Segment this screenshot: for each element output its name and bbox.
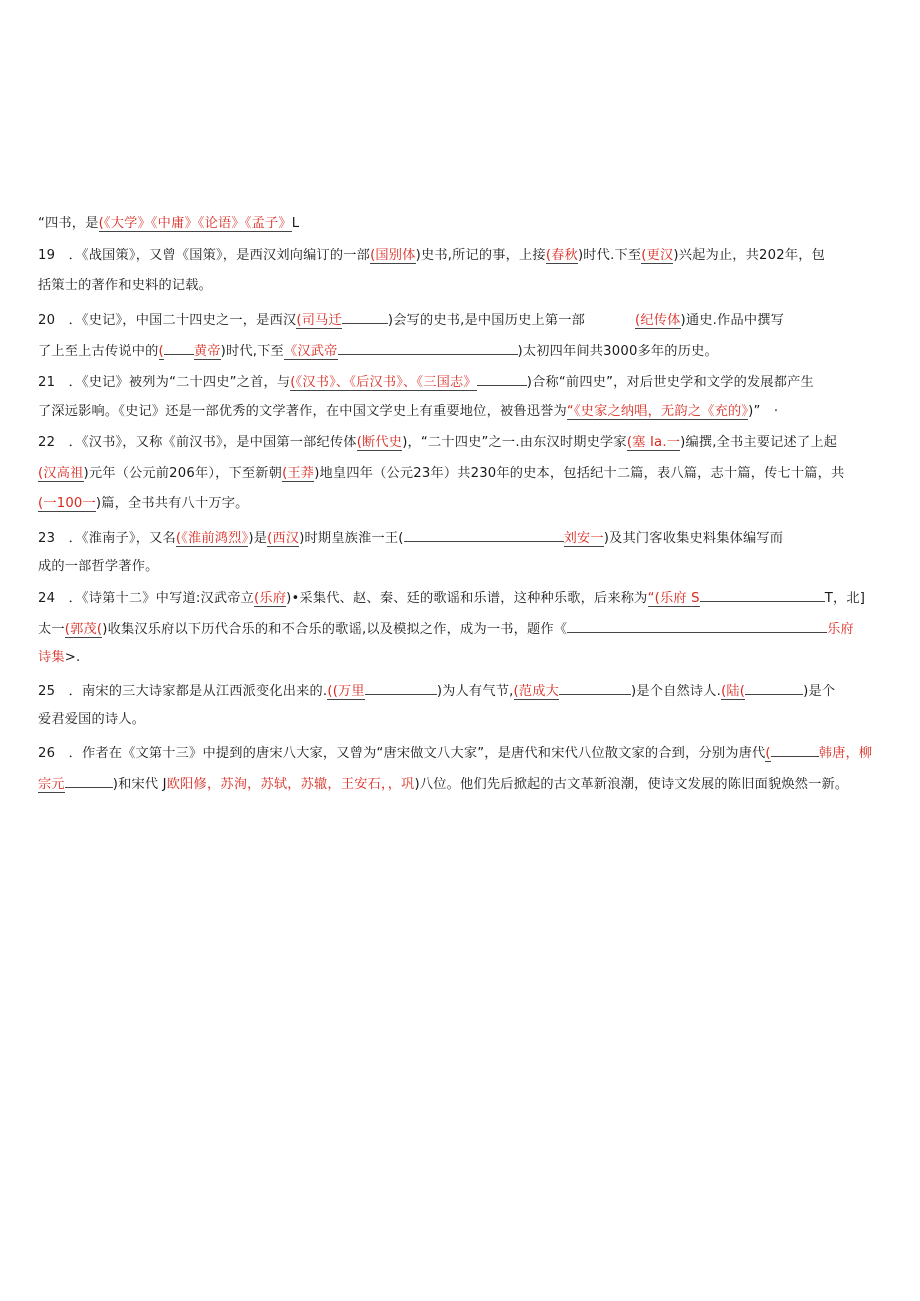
q20-text-4: 了上至上古传说中的 [38, 344, 159, 359]
q26-answer-2: 宗元 [38, 777, 65, 792]
q26-line-1 [38, 743, 872, 763]
q21-line-1 [38, 372, 814, 392]
q26-text-2: )和宋代 J [112, 777, 167, 792]
q22-line-1 [38, 434, 837, 452]
q20-answer-2: (纪传体 [635, 313, 681, 328]
q21-text-2: )合称“前四史”，对后世史学和文学的发展都产生 [526, 375, 814, 390]
q19-line-2 [38, 277, 212, 295]
q23-text: 23 ．《淮南子》，又名 [38, 531, 176, 546]
q21-text-3: 了深远影响。《史记》还是一部优秀的文学著作，在中国文学史上有重要地位，被鲁迅誉为 [38, 404, 567, 419]
q19-answer-1: (国别体 [370, 248, 416, 263]
q23-line-2 [38, 558, 159, 576]
q23-text-2: )是 [248, 531, 268, 546]
q24-text-5: )收集汉乐府以下历代合乐的和不合乐的歌谣,以及模拟之作，成为一书，题作《 [102, 622, 568, 637]
q24-answer-2: “(乐府 S [647, 591, 700, 606]
q25-answer-1b: (万里 [332, 684, 365, 699]
q24-answer-1: (乐府 [254, 591, 287, 606]
q19-answer-3: (更汉 [641, 248, 674, 263]
q24-blank-1 [700, 588, 825, 602]
q19-text-5: 括策士的著作和史料的记载。 [38, 278, 213, 293]
q22-answer-2: (塞 Ia.一 [626, 435, 681, 450]
q26-text: 26 ．作者在《文第十三》中提到的唐宋八大家，又曾为“唐宋做文八大家”，是唐代和宋代八位散文家的合到，分别为唐代 [38, 746, 766, 761]
q23-answer-3: 刘安一 [563, 531, 604, 546]
q25-text: 25 ．南宋的三大诗家都是从江西派变化出来的. [38, 684, 328, 699]
q23-answer-1: (《淮前鸿烈》 [175, 531, 249, 546]
q22-text-3: )编撰,全书主要记述了上起 [680, 435, 838, 450]
q19-text-2: )史书,所记的事，上接 [415, 248, 546, 263]
q22-text: 22 ．《汉书》，又称《前汉书》，是中国第一部纪传体 [38, 435, 357, 450]
q25-text-2: )为人有气节, [436, 684, 514, 699]
q20-blank-1 [342, 310, 388, 324]
q21-answer-2: “《史家之纳唱，无韵之《充的》 [566, 404, 749, 419]
q18-post: L [291, 216, 300, 231]
q22-line-3 [38, 495, 249, 513]
q23-text-5: 成的一部哲学著作。 [38, 559, 159, 574]
q20-answer-3b: 黄帝 [193, 344, 221, 359]
q19-line-1 [38, 247, 825, 265]
q24-text-4: 太一 [38, 622, 65, 637]
q21-blank-1 [477, 372, 527, 386]
q24-text-6: >. [64, 650, 81, 665]
q23-answer-2: (西汉 [267, 531, 300, 546]
q20-blank-3 [338, 341, 518, 355]
q20-text-3: )通史.作品中撰写 [680, 313, 784, 328]
q25-line-2 [38, 711, 145, 729]
q23-text-3: )时期皇族淮一王 [299, 531, 399, 546]
q25-text-5: 爱君爱国的诗人。 [38, 712, 146, 727]
q24-answer-5: 诗集 [38, 650, 65, 665]
q22-answer-1: (断代史 [356, 435, 403, 450]
q24-line-1 [38, 588, 865, 608]
q25-line-1 [38, 681, 835, 701]
q24-text-2: )•采集代、赵、秦、廷的歌谣和乐谱，这种种乐歌，后来称为 [286, 591, 648, 606]
q22-answer-3: (汉高祖 [38, 466, 84, 481]
q22-text-6: )篇，全书共有八十万字。 [95, 496, 249, 511]
q19-answer-2: (春秋 [545, 248, 578, 263]
q22-text-5: )地皇四年（公元23年）共230年的史本，包括纪十二篇，表八篇，志十篇，传七十篇，共 [314, 466, 845, 481]
q19-text-3: )时代.下至 [577, 248, 642, 263]
q23-blank [404, 528, 564, 542]
q18-answer: (《大学》《中庸》《论语》《孟子》 [98, 216, 292, 231]
q22-text-2: )，“二十四史”之一.由东汉时期史学家 [402, 435, 627, 450]
q19-text-4: )兴起为止，共202年，包 [673, 248, 825, 263]
q26-text-3: )八位。他们先后掀起的古文革新浪潮，使诗文发展的陈旧面貌焕然一新。 [414, 777, 849, 792]
q25-blank-3 [745, 681, 803, 695]
q25-answer-1: ( [327, 684, 333, 699]
q21-text: 21 ．《史记》被列为“二十四史”之首，与 [38, 375, 291, 390]
q25-blank-1 [365, 681, 437, 695]
q20-answer-1: (司马迁 [296, 313, 342, 328]
q23-text-4: )及其门客收集史料集体编写而 [603, 531, 784, 546]
q20-line-1 [38, 310, 784, 330]
q25-text-3: )是个自然诗人. [631, 684, 722, 699]
q20-text: 20 ．《史记》，中国二十四史之一，是西汉 [38, 313, 297, 328]
q24-text-3: T，北] [824, 591, 866, 606]
q20-line-2 [38, 341, 718, 361]
q20-text-6: )太初四年间共3000多年的历史。 [517, 344, 718, 359]
q24-text: 24 ．《诗第十二》中写道:汉武帝立 [38, 591, 255, 606]
q22-answer-5: (一100一 [38, 496, 96, 511]
q22-answer-4: (王莽 [282, 466, 315, 481]
q26-answer-3: 欧阳修，苏洵，苏轼，苏辙，王安石，，巩 [166, 777, 415, 792]
q25-answer-2: (范成大 [513, 684, 560, 699]
q25-answer-3: (陆( [721, 684, 746, 699]
q23-line-1 [38, 528, 783, 548]
q20-answer-4: 《汉武帝 [283, 344, 338, 359]
q22-line-2 [38, 465, 844, 483]
q21-text-4: )” · [748, 404, 779, 419]
q20-blank-2 [164, 341, 194, 355]
q21-answer-1: (《汉书》、《后汉书》、《三国志》 [290, 375, 477, 390]
q26-blank-1 [771, 743, 819, 757]
q26-line-2 [38, 774, 848, 794]
q24-answer-3: (郭茂( [64, 622, 103, 637]
q26-blank-2 [65, 774, 113, 788]
q26-answer-1b: 韩唐，柳 [818, 746, 873, 761]
q26-answer-1: ( [765, 746, 771, 761]
q24-blank-2 [567, 619, 827, 633]
q20-text-2: )会写的史书,是中国历史上第一部 [387, 313, 586, 328]
q24-line-3 [38, 649, 80, 667]
q20-text-5: )时代,下至 [220, 344, 284, 359]
q22-text-4: )元年（公元前206年），下至新朝 [83, 466, 283, 481]
q24-answer-4: 乐府 [827, 622, 854, 637]
q23-paren: ( [398, 531, 404, 546]
q20-answer-3: ( [158, 344, 164, 359]
q25-blank-2 [559, 681, 631, 695]
q19-text: 19 ．《战国策》，又曾《国策》，是西汉刘向编订的一部 [38, 248, 371, 263]
q18-line [38, 215, 299, 233]
q25-text-4: )是个 [803, 684, 836, 699]
q21-line-2 [38, 403, 778, 421]
q18-text: “四书，是 [38, 216, 99, 231]
q24-line-2 [38, 619, 854, 639]
